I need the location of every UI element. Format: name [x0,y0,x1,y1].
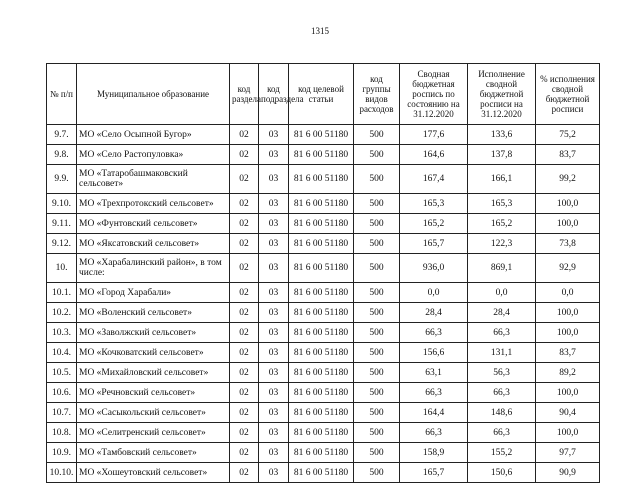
municipality-cell: МО «Михайловский сельсовет» [77,363,230,383]
budget-execution-cell: 166,1 [468,165,536,194]
execution-percent-cell: 90,9 [536,463,600,483]
municipality-cell: МО «Заволжский сельсовет» [77,323,230,343]
budget-plan-cell: 164,4 [400,403,468,423]
subsection-code-cell: 03 [259,303,289,323]
section-code-cell: 02 [230,343,259,363]
subsection-code-cell: 03 [259,125,289,145]
expense-group-code-cell: 500 [354,254,400,283]
budget-execution-cell: 133,6 [468,125,536,145]
header-subsection-code: код подраздела [259,64,289,125]
header-budget-execution: Исполнение сводной бюджетной росписи на 31.12.2020 [468,64,536,125]
header-budget-plan: Сводная бюджетная роспись по состоянию на 31.12.2020 [400,64,468,125]
section-code-cell: 02 [230,165,259,194]
section-code-cell: 02 [230,323,259,343]
table-row [47,323,600,343]
execution-percent-cell: 90,4 [536,403,600,423]
header-execution-percent: % исполнения сводной бюджетной росписи [536,64,600,125]
execution-percent-cell: 75,2 [536,125,600,145]
target-article-code-cell: 81 6 00 51180 [289,145,354,165]
expense-group-code-cell: 500 [354,383,400,403]
budget-plan-cell: 165,3 [400,194,468,214]
expense-group-code-cell: 500 [354,463,400,483]
subsection-code-cell: 03 [259,145,289,165]
execution-percent-cell: 97,7 [536,443,600,463]
budget-execution-cell: 869,1 [468,254,536,283]
row-number-cell: 10.2. [47,303,77,323]
subsection-code-cell: 03 [259,363,289,383]
municipality-cell: МО «Город Харабали» [77,283,230,303]
target-article-code-cell: 81 6 00 51180 [289,283,354,303]
table-row [47,303,600,323]
budget-plan-cell: 936,0 [400,254,468,283]
target-article-code-cell: 81 6 00 51180 [289,343,354,363]
expense-group-code-cell: 500 [354,165,400,194]
budget-plan-cell: 164,6 [400,145,468,165]
municipality-cell: МО «Яксатовский сельсовет» [77,234,230,254]
municipality-cell: МО «Трехпротокский сельсовет» [77,194,230,214]
header-number: № п/п [47,64,77,125]
header-municipality: Муниципальное образование [77,64,230,125]
execution-percent-cell: 73,8 [536,234,600,254]
budget-execution-cell: 150,6 [468,463,536,483]
execution-percent-cell: 83,7 [536,145,600,165]
target-article-code-cell: 81 6 00 51180 [289,463,354,483]
subsection-code-cell: 03 [259,254,289,283]
execution-percent-cell: 99,2 [536,165,600,194]
subsection-code-cell: 03 [259,234,289,254]
target-article-code-cell: 81 6 00 51180 [289,194,354,214]
table-row [47,283,600,303]
municipality-cell: МО «Татаробашмаковский сельсовет» [77,165,230,194]
budget-execution-cell: 165,3 [468,194,536,214]
target-article-code-cell: 81 6 00 51180 [289,254,354,283]
budget-plan-cell: 63,1 [400,363,468,383]
expense-group-code-cell: 500 [354,194,400,214]
budget-plan-cell: 177,6 [400,125,468,145]
header-expense-group-code: код группы видов расходов [354,64,400,125]
section-code-cell: 02 [230,423,259,443]
expense-group-code-cell: 500 [354,423,400,443]
table-row [47,343,600,363]
page-number: 1315 [311,26,329,36]
row-number-cell: 9.11. [47,214,77,234]
table-row [47,383,600,403]
municipality-cell: МО «Хошеутовский сельсовет» [77,463,230,483]
header-target-article-code: код целевой статьи [289,64,354,125]
municipality-cell: МО «Воленский сельсовет» [77,303,230,323]
municipality-cell: МО «Речновский сельсовет» [77,383,230,403]
expense-group-code-cell: 500 [354,363,400,383]
section-code-cell: 02 [230,194,259,214]
execution-percent-cell: 92,9 [536,254,600,283]
subsection-code-cell: 03 [259,403,289,423]
subsection-code-cell: 03 [259,423,289,443]
budget-plan-cell: 165,7 [400,234,468,254]
table-row [47,234,600,254]
table-header-row [47,64,600,125]
row-number-cell: 9.10. [47,194,77,214]
target-article-code-cell: 81 6 00 51180 [289,443,354,463]
budget-execution-cell: 66,3 [468,423,536,443]
subsection-code-cell: 03 [259,343,289,363]
budget-plan-cell: 66,3 [400,383,468,403]
budget-plan-cell: 158,9 [400,443,468,463]
execution-percent-cell: 89,2 [536,363,600,383]
budget-execution-cell: 155,2 [468,443,536,463]
execution-percent-cell: 83,7 [536,343,600,363]
expense-group-code-cell: 500 [354,214,400,234]
budget-plan-cell: 156,6 [400,343,468,363]
target-article-code-cell: 81 6 00 51180 [289,363,354,383]
execution-percent-cell: 100,0 [536,303,600,323]
row-number-cell: 10.6. [47,383,77,403]
table-row [47,214,600,234]
budget-execution-cell: 56,3 [468,363,536,383]
row-number-cell: 10.1. [47,283,77,303]
table-row [47,423,600,443]
subsection-code-cell: 03 [259,463,289,483]
table-row [47,363,600,383]
row-number-cell: 10.7. [47,403,77,423]
section-code-cell: 02 [230,234,259,254]
municipality-cell: МО «Тамбовский сельсовет» [77,443,230,463]
subsection-code-cell: 03 [259,194,289,214]
section-code-cell: 02 [230,303,259,323]
expense-group-code-cell: 500 [354,125,400,145]
execution-percent-cell: 0,0 [536,283,600,303]
section-code-cell: 02 [230,125,259,145]
row-number-cell: 9.9. [47,165,77,194]
section-code-cell: 02 [230,254,259,283]
municipality-cell: МО «Сасыкольский сельсовет» [77,403,230,423]
execution-percent-cell: 100,0 [536,214,600,234]
budget-execution-cell: 0,0 [468,283,536,303]
budget-execution-cell: 137,8 [468,145,536,165]
target-article-code-cell: 81 6 00 51180 [289,403,354,423]
expense-group-code-cell: 500 [354,343,400,363]
row-number-cell: 10.8. [47,423,77,443]
row-number-cell: 10.3. [47,323,77,343]
target-article-code-cell: 81 6 00 51180 [289,234,354,254]
budget-table [46,63,600,483]
target-article-code-cell: 81 6 00 51180 [289,303,354,323]
execution-percent-cell: 100,0 [536,423,600,443]
target-article-code-cell: 81 6 00 51180 [289,323,354,343]
budget-plan-cell: 66,3 [400,323,468,343]
expense-group-code-cell: 500 [354,323,400,343]
budget-execution-cell: 66,3 [468,383,536,403]
budget-execution-cell: 165,2 [468,214,536,234]
budget-execution-cell: 122,3 [468,234,536,254]
row-number-cell: 10. [47,254,77,283]
target-article-code-cell: 81 6 00 51180 [289,214,354,234]
budget-plan-cell: 66,3 [400,423,468,443]
section-code-cell: 02 [230,145,259,165]
budget-plan-cell: 28,4 [400,303,468,323]
subsection-code-cell: 03 [259,383,289,403]
row-number-cell: 9.12. [47,234,77,254]
row-number-cell: 9.8. [47,145,77,165]
municipality-cell: МО «Кочковатский сельсовет» [77,343,230,363]
budget-execution-cell: 28,4 [468,303,536,323]
section-code-cell: 02 [230,403,259,423]
section-code-cell: 02 [230,363,259,383]
subsection-code-cell: 03 [259,283,289,303]
expense-group-code-cell: 500 [354,303,400,323]
row-number-cell: 10.9. [47,443,77,463]
target-article-code-cell: 81 6 00 51180 [289,383,354,403]
section-code-cell: 02 [230,463,259,483]
municipality-cell: МО «Село Осыпной Бугор» [77,125,230,145]
row-number-cell: 10.10. [47,463,77,483]
table-row [47,463,600,483]
row-number-cell: 10.4. [47,343,77,363]
subsection-code-cell: 03 [259,323,289,343]
budget-plan-cell: 165,7 [400,463,468,483]
table-row [47,443,600,463]
budget-execution-cell: 148,6 [468,403,536,423]
execution-percent-cell: 100,0 [536,194,600,214]
target-article-code-cell: 81 6 00 51180 [289,423,354,443]
section-code-cell: 02 [230,283,259,303]
municipality-cell: МО «Село Растопуловка» [77,145,230,165]
municipality-cell: МО «Селитренский сельсовет» [77,423,230,443]
municipality-cell: МО «Фунтовский сельсовет» [77,214,230,234]
table-row [47,125,600,145]
execution-percent-cell: 100,0 [536,383,600,403]
budget-execution-cell: 131,1 [468,343,536,363]
expense-group-code-cell: 500 [354,403,400,423]
expense-group-code-cell: 500 [354,443,400,463]
expense-group-code-cell: 500 [354,145,400,165]
budget-plan-cell: 165,2 [400,214,468,234]
subsection-code-cell: 03 [259,443,289,463]
expense-group-code-cell: 500 [354,283,400,303]
budget-plan-cell: 167,4 [400,165,468,194]
row-number-cell: 10.5. [47,363,77,383]
row-number-cell: 9.7. [47,125,77,145]
table-row [47,145,600,165]
budget-plan-cell: 0,0 [400,283,468,303]
section-code-cell: 02 [230,443,259,463]
expense-group-code-cell: 500 [354,234,400,254]
header-section-code: код раздела [230,64,259,125]
budget-execution-cell: 66,3 [468,323,536,343]
table-row [47,254,600,283]
target-article-code-cell: 81 6 00 51180 [289,165,354,194]
section-code-cell: 02 [230,383,259,403]
execution-percent-cell: 100,0 [536,323,600,343]
municipality-cell: МО «Харабалинский район», в том числе: [77,254,230,283]
subsection-code-cell: 03 [259,165,289,194]
table-row [47,403,600,423]
subsection-code-cell: 03 [259,214,289,234]
section-code-cell: 02 [230,214,259,234]
target-article-code-cell: 81 6 00 51180 [289,125,354,145]
table-row [47,165,600,194]
table-row [47,194,600,214]
